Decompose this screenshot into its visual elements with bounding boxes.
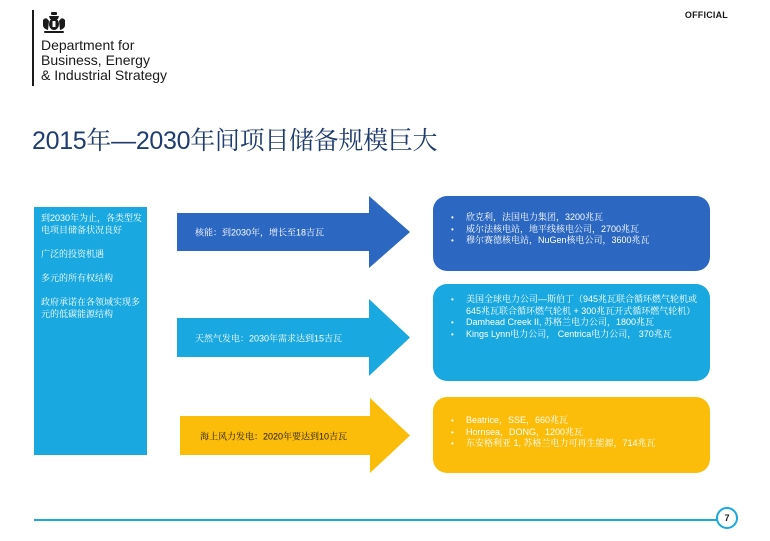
gas-arrow-label: 天然气发电：2030年需求达到15吉瓦 <box>195 333 343 343</box>
list-item: • Hornsea，DONG，1200兆瓦 <box>451 427 700 439</box>
nuclear-projects-list <box>451 212 700 247</box>
offshore-wind-projects-list <box>451 415 700 450</box>
logo-divider <box>32 10 34 86</box>
gas-projects-card <box>433 284 710 381</box>
list-item: • 欣克利，法国电力集团，3200兆瓦 <box>451 212 700 224</box>
summary-paragraph: 到2030年为止，各类型发电项目储备状况良好 <box>41 213 143 235</box>
nuclear-arrow-label: 核能：到2030年，增长至18吉瓦 <box>195 227 325 238</box>
list-item: • 威尔法核电站，地平线核电公司，2700兆瓦 <box>451 224 700 236</box>
department-line-3: & Industrial Strategy <box>41 67 168 83</box>
page-number: 7 <box>716 507 738 529</box>
summary-panel <box>34 207 147 455</box>
gas-arrow <box>177 299 410 376</box>
slide-title: 2015年—2030年间项目储备规模巨大 <box>32 127 438 155</box>
summary-paragraph: 广泛的投资机遇 <box>41 249 105 259</box>
royal-crest-icon <box>41 11 67 35</box>
nuclear-arrow <box>177 196 410 268</box>
department-line-1: Department for <box>41 37 135 53</box>
department-name <box>41 38 167 83</box>
offshore-wind-arrow <box>180 398 410 473</box>
gas-projects-list <box>451 294 700 340</box>
list-item: • 东安格利亚 1, 苏格兰电力可再生能源，714兆瓦 <box>451 438 700 450</box>
offshore-wind-projects-card <box>433 397 710 473</box>
list-item: • Beatrice，SSE，660兆瓦 <box>451 415 700 427</box>
summary-paragraph: 政府承诺在各领域实现多元的低碳能源结构 <box>41 297 141 319</box>
offshore-wind-arrow-label: 海上风力发电：2020年要达到10吉瓦 <box>200 431 348 441</box>
list-item: • Kings Lynn电力公司， Centrica电力公司， 370兆瓦 <box>451 329 700 341</box>
footer-divider <box>34 519 718 521</box>
summary-paragraph: 多元的所有权结构 <box>41 273 114 283</box>
list-item: • 美国全球电力公司—斯伯丁（945兆瓦联合循环燃气轮机或645兆瓦联合循环燃气轮机 + 300兆瓦开式循环燃气轮机） <box>451 294 700 317</box>
list-item: • 穆尔赛德核电站，NuGen核电公司，3600兆瓦 <box>451 235 700 247</box>
nuclear-projects-card <box>433 196 710 271</box>
classification-label: OFFICIAL <box>684 10 728 20</box>
department-line-2: Business, Energy <box>41 52 150 68</box>
list-item: • Damhead Creek II, 苏格兰电力公司，1800兆瓦 <box>451 317 700 329</box>
